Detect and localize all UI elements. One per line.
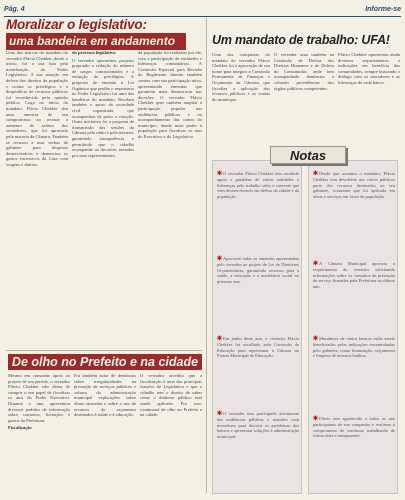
headline-olho: De olho no Prefeito e na cidade <box>8 354 202 370</box>
star-bullet-icon: ✱ <box>217 336 223 342</box>
note-left-4 <box>217 411 299 439</box>
note-right-2-text: A Câmara Municipal aprovou o requerimento do vereador solicitando informações sobre os contratos de prestação de serviço firmados pela Prefeitura no último ano. <box>313 261 395 289</box>
star-bullet-icon: ✱ <box>217 411 223 417</box>
note-right-4 <box>313 416 395 439</box>
note-right-1 <box>313 171 395 199</box>
note-left-4-text: O vereador tem participado ativamente das audiências públicas e reuniões com moradores para discutir os problemas dos bairros e apresentar soluções à administração municipal. <box>217 411 299 439</box>
olho-text-1: Mesmo em constante apoio ao projeto de seu partido, o vereador Flávio Chekker não deixa de cumprir o seu papel de fiscalizar os atos do Poder Executivo. Durante o ano, apresentou diversos pedidos de informação sobre contratos, licitações e gastos da Prefeitura. <box>8 373 70 423</box>
mandato-column-2 <box>274 52 334 147</box>
star-bullet-icon: ✱ <box>313 416 319 422</box>
olho-column-3 <box>140 373 202 493</box>
olho-article <box>6 350 202 494</box>
olho-column-2 <box>74 373 136 493</box>
headline-moralizar <box>6 18 196 50</box>
moralizar-subheading: do processo legislativo <box>72 50 116 55</box>
moralizar-text-3: da população foi realizado por ele, com a participação de entidades e lideranças comunitárias. A Comissão Especial para Revisão do Regimento Interno também contou com sua participação ativa, apresentando emendas que garantem mais democracia nas decisões. O vereador Flávio Chekker quer também ampliar a participação popular nas audiências públicas e no acompanhamento das contas do município, dando mais poder à população para fiscalizar os atos do Executivo e do Legislativo. <box>138 50 202 139</box>
star-bullet-icon: ✱ <box>217 256 223 262</box>
section-name: Informe-se <box>365 6 401 13</box>
mandato-column-3 <box>338 52 400 147</box>
note-left-3-text: Em junho deste ano, o vereador Flávio Chekker foi escolhido pela Comissão de Educação para representar a Câmara no Fórum Municipal de Educação. <box>217 336 299 359</box>
note-right-2 <box>313 261 395 289</box>
notas-left-box <box>212 160 302 494</box>
note-left-2-text: Aprovado todas as emendas apresentadas pelo vereador ao projeto de Lei de Diretrizes Orçamentárias, garantindo recursos para a saúde, a educação e a assistência social no próximo ano. <box>217 256 299 284</box>
star-bullet-icon: ✱ <box>313 171 319 177</box>
moralizar-column-2 <box>72 50 134 346</box>
olho-text-2: Foi também autor de denúncias sobre irregularidades na prestação de serviços públicos e cobrou da administração municipal explicações sobre obras atrasadas e sobre o uso de recursos do orçamento destinados à saúde e à educação. <box>74 373 136 418</box>
mandato-text-1: Uma das conquistas do mandato do vereador Flávio Chekker foi a aprovação de seu nome para integrar a Comissão Permanente de Finanças e Orçamento da Câmara, que fiscaliza a aplicação dos recursos públicos e as contas do município. <box>212 52 270 102</box>
moralizar-column-3 <box>138 50 202 346</box>
notas-section <box>210 146 402 496</box>
moralizar-text-1: Uma das marcas do mandato do vereador Flávio Chekker, desde o início, foi a sua luta pela moralização do Poder Legislativo. A sua atuação em defesa dos direitos da população e contra os privilégios e o desperdício de recursos públicos foi reconhecida pela opinião pública. Logo no início do mandato, Flávio Chekker deu uma amostra de seu compromisso ao recusar o aumento de salário dos vereadores, que foi aprovado pela maioria da Câmara. Também se recusou a usar verbas de gabinete para despesas desnecessárias e denunciou os gastos excessivos da Casa com viagens e diárias. <box>6 50 68 167</box>
page-number: Pág. 4 <box>4 6 25 13</box>
note-left-2 <box>217 256 299 284</box>
star-bullet-icon: ✱ <box>313 261 319 267</box>
column-divider <box>206 18 207 493</box>
olho-text-3: O vereador acredita que a fiscalização é uma das principais funções do Legislativo e que o cidadão tem o direito de saber como o dinheiro público está sendo aplicado. Por isso, continuará de olho no Prefeito e na cidade. <box>140 373 202 418</box>
notas-title: Notas <box>270 146 346 164</box>
notas-right-box <box>308 160 398 494</box>
moralizar-column-1 <box>6 50 68 346</box>
note-right-3-text: Moradores de vários bairros estão sendo beneficiados pelas indicações encaminhadas pelo gabinete, como iluminação, calçamento e limpeza de terrenos baldios. <box>313 336 395 359</box>
mandato-text-2: O vereador atua também na Comissão de Defesa dos Direitos Humanos e de Defesa do Consumidor, onde tem acompanhado denúncias e cobrado providências dos órgãos públicos competentes. <box>274 52 334 91</box>
mandato-text-3: Flávio Chekker apresentou ainda diversos requerimentos e indicações em benefício das comunidades, sempre buscando o diálogo com os moradores e as lideranças de cada bairro. <box>338 52 400 85</box>
headline-moralizar-line1: Moralizar o legislativo: <box>6 17 147 32</box>
mandato-column-1 <box>212 52 270 147</box>
note-left-1-text: O vereador Flávio Chekker tem recebido apoio e parabéns de várias entidades e lideranças pelo trabalho sério e coerente que vem desenvolvendo em defesa da cidade e da população. <box>217 171 299 199</box>
olho-subheading: Fiscalização <box>8 425 32 431</box>
note-right-1-text: Desde que assumiu o mandato, Flávio Chekker tem devolvido aos cofres públicos parte dos recursos destinados ao seu gabinete, economia que foi aplicada em obras e serviços em favor da população. <box>313 171 395 199</box>
moralizar-text-2: O vereador apresentou projetos propondo a redução do número de cargos comissionados e a extinção de privilégios. A proposta de emenda à Lei Orgânica que proíbe o nepotismo no Poder Legislativo foi uma das bandeiras do mandato. Recebeu também o apoio da sociedade civil organizada, que acompanhou de perto a votação. Outra iniciativa foi a proposta de transmissão das sessões da Câmara pela rádio e pela internet, garantindo transparência e permitindo que o cidadão acompanhe as decisões tomadas por seus representantes. <box>72 57 134 158</box>
note-right-4-text: Flávio tem agradecido a todos os que participaram de sua campanha e reafirma o compromisso de continuar trabalhando de forma séria e transparente. <box>313 416 395 439</box>
headline-mandato: Um mandato de trabalho: UFA! <box>212 33 390 47</box>
headline-moralizar-line2: uma bandeira em andamento <box>6 33 186 49</box>
olho-column-1 <box>8 373 70 493</box>
note-right-3 <box>313 336 395 359</box>
note-left-1 <box>217 171 299 199</box>
note-left-3 <box>217 336 299 359</box>
star-bullet-icon: ✱ <box>313 336 319 342</box>
star-bullet-icon: ✱ <box>217 171 223 177</box>
